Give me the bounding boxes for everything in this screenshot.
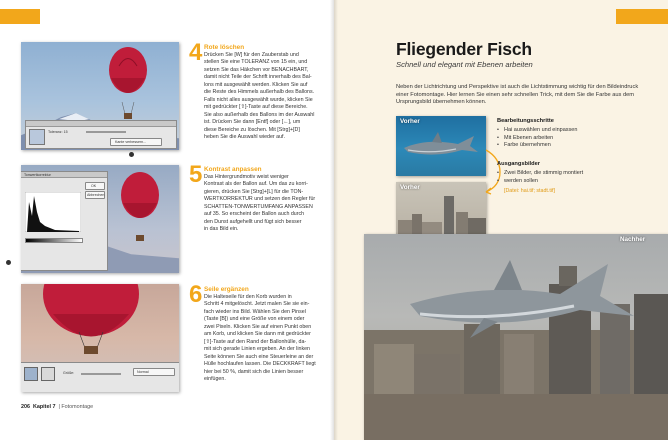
step-6-body: Die Halteseile für den Korb wurden in Schritt 4 mitgelöscht. Jetzt malen Sie sie ein- fach wieder ins Bild. Wählen Sie den Pinsel (Taste [B]) und eine Größe von einem oder zwei Pixeln. Klicken Sie auf einen Punkt oben am Korb, und klicken Sie dann mit gedrückter [⇧]-Taste auf den Rand der Ballonhülle, da- mit sich gerade Linien ergeben. An der linken Seite können Sie auch eine Steuerleine an der Hülle hochlaufen lassen. Die DECKKRAFT liegt hier bei 50 %, damit sich die Linien besser einfügen. <box>204 294 316 382</box>
footer-section: Fotomontage <box>61 404 94 410</box>
after-label: Nachher <box>620 236 646 243</box>
steps-list <box>497 127 577 150</box>
histogram-graphic <box>25 192 81 232</box>
step-6-title: Seile ergänzen <box>204 286 249 293</box>
before-label-1: Vorher <box>400 118 420 125</box>
intro-paragraph: Neben der Lichtrichtung und Perspektive ist auch die Lichtstimmung wichtig für den Bildeindruck einer Fotomontage. Hier lernen Sie einen sehr schnellen Trick, mit dem Sie die Farbe aus dem Ursprungsbild übernehmen können. <box>396 84 639 106</box>
levels-cancel-button[interactable]: Abbrechen <box>87 193 105 197</box>
brush-size-slider[interactable] <box>81 373 121 375</box>
balloon-closeup-image <box>41 284 141 354</box>
right-page-tab-marker <box>616 9 668 24</box>
tolerance-label: Toleranz: 15 <box>48 130 68 134</box>
pencil-tool-icon[interactable] <box>41 367 55 381</box>
callout-marker-icon <box>6 260 11 265</box>
page-subtitle: Schnell und elegant mit Ebenen arbeiten <box>396 60 533 69</box>
refine-edge-button[interactable]: Kante verbessern... <box>110 138 162 146</box>
composite-photo <box>364 234 668 440</box>
magic-wand-tool-icon[interactable] <box>29 129 45 145</box>
callout-marker-icon <box>129 152 134 157</box>
source-list <box>497 170 583 185</box>
list-item: • Farbe übernehmen <box>497 142 577 150</box>
hot-air-balloon-image <box>107 46 149 126</box>
book-gutter-shadow <box>330 0 338 440</box>
hot-air-balloon-image <box>117 171 163 251</box>
page-title: Fliegender Fisch <box>396 39 532 59</box>
panel-titlebar <box>26 121 176 127</box>
list-item-continuation: • werden sollen <box>497 178 583 186</box>
list-item: • Hai auswählen und einpassen <box>497 127 577 135</box>
source-heading: Ausgangsbilder <box>497 161 540 167</box>
blend-mode-select[interactable]: Normal <box>133 368 175 376</box>
step-4-title: Rote löschen <box>204 44 245 51</box>
brush-options-panel <box>21 362 179 392</box>
step-6-number: 6 <box>189 281 203 308</box>
levels-ok-button[interactable]: OK <box>85 182 105 190</box>
list-item: • Mit Ebenen arbeiten <box>497 135 577 143</box>
file-reference: [Datei: hai.tif; stadt.tif] <box>504 188 555 194</box>
page-number: 206 <box>21 404 30 410</box>
left-page-tab-marker <box>0 9 40 24</box>
page-footer: 206 Kapitel 7 | Fotomontage <box>21 404 94 410</box>
levels-dialog <box>21 171 108 271</box>
levels-dialog-title: Tonwertkorrektur <box>24 173 51 177</box>
output-gradient-slider[interactable] <box>25 238 83 243</box>
steps-heading: Bearbeitungsschritte <box>497 118 554 124</box>
brush-tool-icon[interactable] <box>24 367 38 381</box>
shark-photo <box>396 116 486 176</box>
step-5-body: Das Hintergrundmotiv weist weniger Kontrast als der Ballon auf. Um das zu korri- gieren, drücken Sie [Strg]+[L] für die TON- WERTKORREKTUR und setzen den Regler für SCHATTEN-TONWERTUMFANG ANPASSEN auf 35. So erscheint der Ballon auch durch den Dunst aufgehellt und fügt sich besser in das Bild ein. <box>204 174 316 233</box>
step-6-screenshot <box>21 284 179 392</box>
after-composite-image <box>364 234 668 440</box>
step-4-screenshot <box>21 42 179 150</box>
step-5-screenshot <box>21 165 179 273</box>
step-5-title: Kontrast anpassen <box>204 166 262 173</box>
before-city-image <box>396 182 486 240</box>
before-shark-image <box>396 116 486 176</box>
step-4-number: 4 <box>189 39 203 66</box>
step-4-body: Drücken Sie [W] für den Zauberstab und stellen Sie eine TOLERANZ von 15 ein, und setzen Sie das Häkchen vor BENACHBART, damit nicht Teile der Schrift innerhalb des Bal- lons mit ausgewählt werden. Klicken Sie auf die Reste des Himmels außerhalb des Ballons. Falls nicht alles ausgewählt wurde, klicken Sie mit gedrückter [⇧]-Taste auf diese Bereiche. Sie also außerhalb des Ballons im der Auswahl ist. Drücken Sie dann [Entf] oder [←], um diese Bereiche zu löschen. Mit [Strg]+[D] heben Sie die Auswahl wieder auf. <box>204 52 315 140</box>
before-label-2: Vorher <box>400 184 420 191</box>
list-item: • Zwei Bilder, die stimmig montiert <box>497 170 583 178</box>
brush-size-label: Größe: <box>63 371 75 375</box>
step-5-number: 5 <box>189 161 203 188</box>
tolerance-slider[interactable] <box>86 131 126 133</box>
magic-wand-options-panel <box>25 120 177 149</box>
footer-chapter: Kapitel 7 <box>33 404 56 410</box>
